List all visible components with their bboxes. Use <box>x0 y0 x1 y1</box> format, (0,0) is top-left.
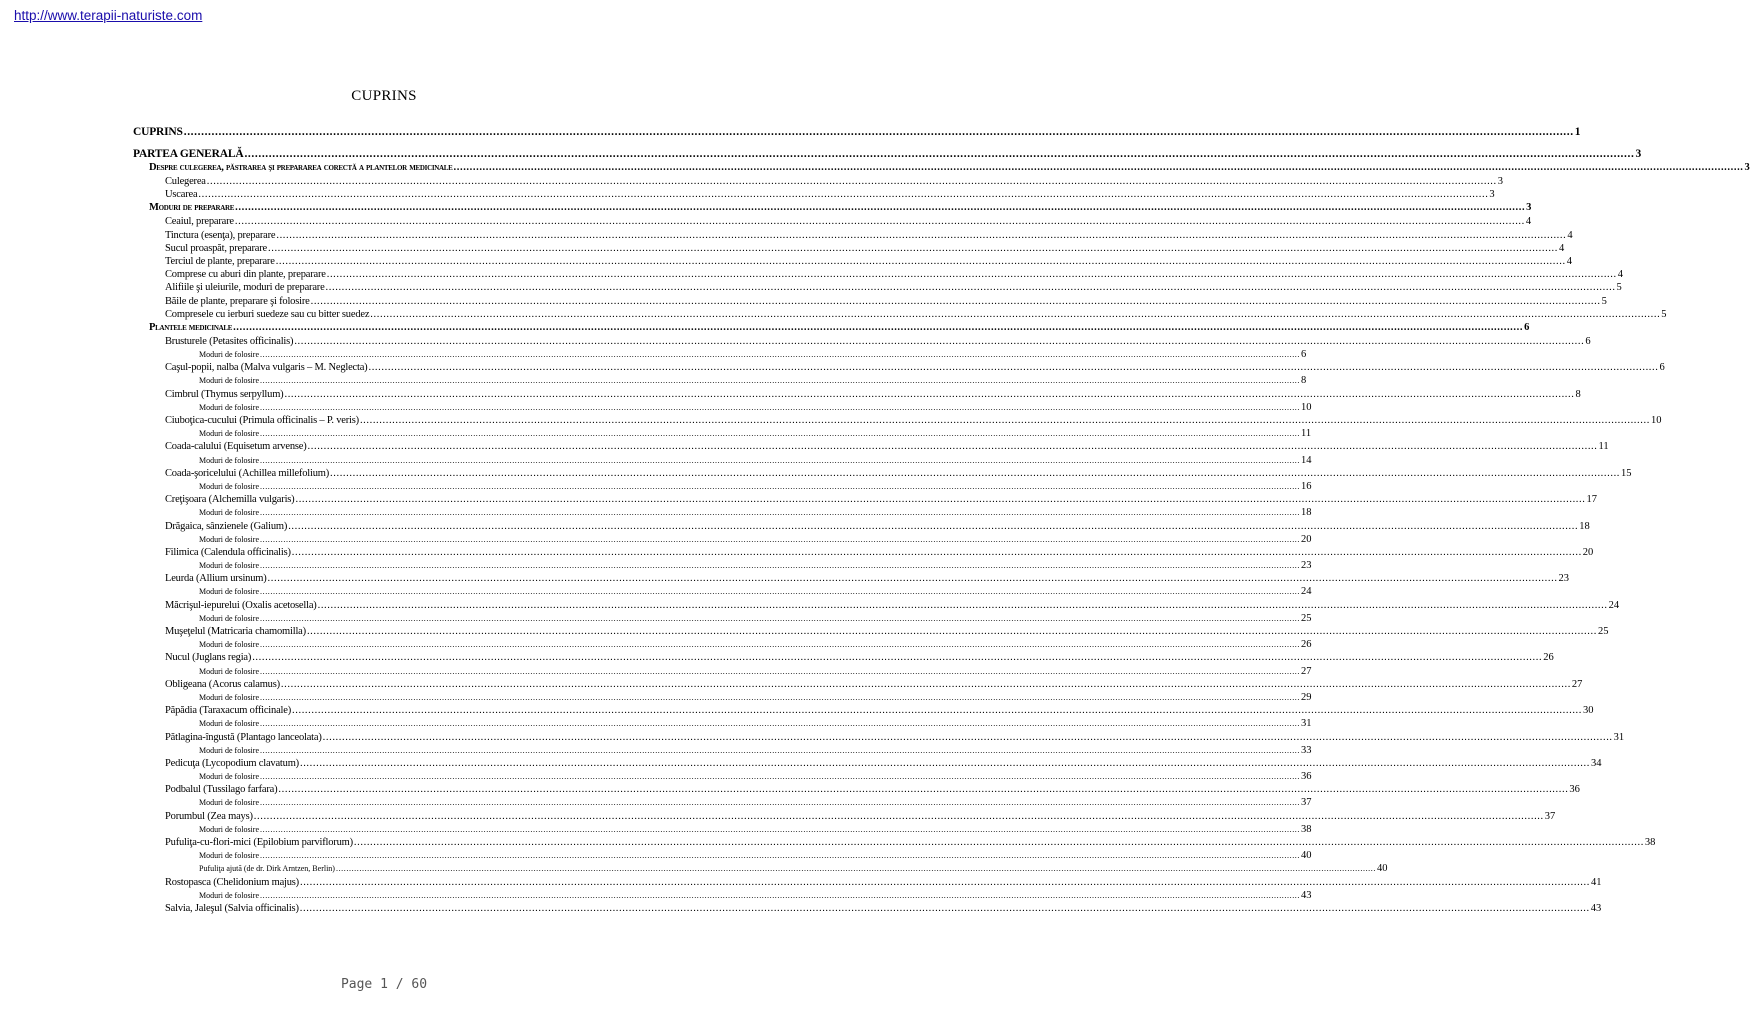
toc-entry-page-number: 30 <box>1583 705 1594 717</box>
toc-entry[interactable] <box>133 361 1665 374</box>
toc-entry-label: PARTEA GENERALĂ <box>133 147 244 160</box>
toc-entry[interactable] <box>133 520 1590 533</box>
toc-entry[interactable] <box>133 281 1622 294</box>
toc-entry-label: Moduri de folosire <box>199 481 259 491</box>
toc-entry-page-number: 8 <box>1301 375 1307 387</box>
toc-entry-label: Moduri de folosire <box>199 692 259 702</box>
toc-entry-page-number: 27 <box>1571 678 1583 690</box>
toc-entry-page-number: 1 <box>1574 126 1581 138</box>
toc-entry-label: Moduri de folosire <box>199 455 259 465</box>
toc-entry-label: Pedicuţa (Lycopodium clavatum) <box>165 757 299 769</box>
toc-entry[interactable] <box>133 308 1667 321</box>
toc-entry-label: Tinctura (esenţa), preparare <box>165 229 276 241</box>
toc-entry-page-number: 11 <box>1598 441 1609 453</box>
toc-dot-leader: ................................................................................................................................................................................................................................................................................................................................................................................................................ <box>310 295 1601 307</box>
toc-dot-leader: ................................................................................................................................................................................................................................................................................................................................................................................................................ <box>260 640 1300 650</box>
toc-entry[interactable] <box>133 810 1556 823</box>
toc-entry-page-number: 4 <box>1617 269 1623 281</box>
toc-entry-page-number: 24 <box>1301 586 1312 598</box>
toc-entry[interactable] <box>133 862 1388 875</box>
toc-entry-label: Drăgaica, sânzienele (Galium) <box>165 520 288 532</box>
toc-dot-leader: ................................................................................................................................................................................................................................................................................................................................................................................................................ <box>235 202 1526 214</box>
toc-dot-leader: ................................................................................................................................................................................................................................................................................................................................................................................................................ <box>306 626 1597 637</box>
toc-dot-leader: ................................................................................................................................................................................................................................................................................................................................................................................................................ <box>260 890 1300 900</box>
toc-entry-page-number: 29 <box>1301 691 1312 703</box>
toc-entry-label: Creţişoara (Alchemilla vulgaris) <box>165 494 295 506</box>
toc-entry-page-number: 14 <box>1301 454 1312 466</box>
toc-entry[interactable] <box>133 188 1495 201</box>
toc-dot-leader: ................................................................................................................................................................................................................................................................................................................................................................................................................ <box>260 613 1300 623</box>
toc-entry[interactable] <box>133 599 1620 612</box>
toc-entry-page-number: 41 <box>1590 876 1602 888</box>
toc-entry[interactable] <box>133 215 1532 228</box>
toc-entry-label: Podbalul (Tussilago farfara) <box>165 784 278 796</box>
toc-entry-page-number: 5 <box>1601 295 1607 307</box>
toc-entry[interactable] <box>133 770 1312 783</box>
toc-entry-page-number: 4 <box>1566 255 1572 267</box>
toc-entry-page-number: 25 <box>1301 612 1312 624</box>
toc-entry-label: Ciuboţica-cucului (Primula officinalis – P. veris) <box>165 415 359 426</box>
toc-entry[interactable] <box>133 559 1312 572</box>
toc-entry[interactable] <box>133 374 1307 387</box>
toc-dot-leader: ................................................................................................................................................................................................................................................................................................................................................................................................................ <box>260 772 1300 782</box>
toc-entry[interactable] <box>133 585 1312 598</box>
toc-entry-label: Cimbrul (Thymus serpyllum) <box>165 388 284 400</box>
toc-dot-leader: ................................................................................................................................................................................................................................................................................................................................................................................................................ <box>233 321 1524 333</box>
toc-entry-label: Moduri de folosire <box>199 890 259 900</box>
toc-entry-label: Obligeana (Acorus calamus) <box>165 678 280 690</box>
toc-entry[interactable] <box>133 126 1581 140</box>
toc-dot-leader: ................................................................................................................................................................................................................................................................................................................................................................................................................ <box>253 810 1544 822</box>
toc-entry-label: Păpădia (Taraxacum officinale) <box>165 705 292 717</box>
toc-dot-leader: ................................................................................................................................................................................................................................................................................................................................................................................................................ <box>260 745 1300 755</box>
toc-dot-leader: ................................................................................................................................................................................................................................................................................................................................................................................................................ <box>260 666 1300 676</box>
toc-entry-page-number: 36 <box>1301 771 1312 783</box>
toc-entry[interactable] <box>133 836 1656 849</box>
toc-entry-label: Rostopasca (Chelidonium majus) <box>165 876 299 888</box>
toc-entry-page-number: 5 <box>1616 282 1622 294</box>
toc-entry-label: Salvia, Jaleşul (Salvia officinalis) <box>165 902 299 914</box>
toc-entry-page-number: 18 <box>1579 520 1590 532</box>
toc-entry[interactable] <box>133 625 1609 638</box>
toc-entry-label: Leurda (Allium ursinum) <box>165 573 267 585</box>
toc-entry-page-number: 5 <box>1661 308 1667 320</box>
toc-dot-leader: ................................................................................................................................................................................................................................................................................................................................................................................................................ <box>260 798 1300 808</box>
toc-dot-leader: ................................................................................................................................................................................................................................................................................................................................................................................................................ <box>260 350 1300 360</box>
toc-entry[interactable] <box>133 268 1623 281</box>
toc-entry-page-number: 3 <box>1635 147 1642 160</box>
toc-dot-leader: ................................................................................................................................................................................................................................................................................................................................................................................................................ <box>299 876 1590 888</box>
toc-dot-leader: ................................................................................................................................................................................................................................................................................................................................................................................................................ <box>275 255 1566 267</box>
toc-entry-label: Despre culegerea, păstrarea şi prepararea corectă a plantelor medicinale <box>149 162 453 173</box>
toc-entry-page-number: 3 <box>1497 176 1504 187</box>
toc-entry-page-number: 6 <box>1301 349 1307 361</box>
toc-entry[interactable] <box>133 546 1594 559</box>
table-of-contents <box>133 126 1750 915</box>
toc-entry-page-number: 15 <box>1621 467 1632 479</box>
toc-entry-page-number: 23 <box>1301 560 1312 572</box>
toc-entry[interactable] <box>133 175 1504 188</box>
toc-dot-leader: ................................................................................................................................................................................................................................................................................................................................................................................................................ <box>353 837 1644 848</box>
toc-entry[interactable] <box>133 401 1312 414</box>
toc-dot-leader: ................................................................................................................................................................................................................................................................................................................................................................................................................ <box>317 599 1608 611</box>
toc-entry[interactable] <box>133 493 1597 506</box>
toc-entry[interactable] <box>133 783 1580 796</box>
toc-entry-page-number: 43 <box>1590 902 1602 914</box>
toc-entry-page-number: 43 <box>1301 889 1312 901</box>
toc-entry-label: Filimica (Calendula officinalis) <box>165 546 291 558</box>
toc-entry-page-number: 6 <box>1524 321 1530 333</box>
toc-entry[interactable] <box>133 454 1312 467</box>
toc-entry-page-number: 27 <box>1301 665 1312 677</box>
toc-entry-page-number: 36 <box>1569 784 1580 796</box>
toc-dot-leader: ................................................................................................................................................................................................................................................................................................................................................................................................................ <box>325 282 1616 294</box>
toc-entry-page-number: 10 <box>1301 401 1312 413</box>
toc-entry[interactable] <box>133 242 1565 255</box>
page-indicator: Page 1 / 60 <box>340 977 428 992</box>
toc-entry-label: Băile de plante, preparare şi folosire <box>165 295 310 307</box>
toc-entry[interactable] <box>133 691 1312 704</box>
toc-entry-page-number: 4 <box>1559 242 1565 254</box>
toc-entry[interactable] <box>133 704 1594 717</box>
toc-entry-label: Brusturele (Petasites officinalis) <box>165 335 294 347</box>
toc-entry-label: Moduri de folosire <box>199 561 259 571</box>
toc-entry-label: Moduri de folosire <box>199 587 259 597</box>
toc-dot-leader: ................................................................................................................................................................................................................................................................................................................................................................................................................ <box>260 455 1300 465</box>
toc-entry-page-number: 33 <box>1301 744 1312 756</box>
toc-entry-page-number: 23 <box>1558 573 1570 585</box>
toc-entry[interactable] <box>133 902 1602 915</box>
toc-entry-label: Caşul-popii, nalba (Malva vulgaris – M. Neglecta) <box>165 362 368 374</box>
toc-entry-page-number: 26 <box>1543 652 1554 664</box>
toc-dot-leader: ................................................................................................................................................................................................................................................................................................................................................................................................................ <box>260 376 1300 386</box>
toc-entry[interactable] <box>133 744 1312 757</box>
toc-dot-leader: ................................................................................................................................................................................................................................................................................................................................................................................................................ <box>260 534 1300 544</box>
toc-entry-page-number: 11 <box>1301 428 1312 440</box>
toc-dot-leader: ................................................................................................................................................................................................................................................................................................................................................................................................................ <box>359 415 1650 426</box>
toc-dot-leader: ................................................................................................................................................................................................................................................................................................................................................................................................................ <box>260 561 1300 571</box>
toc-entry-label: Moduri de folosire <box>199 534 259 544</box>
toc-dot-leader: ................................................................................................................................................................................................................................................................................................................................................................................................................ <box>260 508 1300 518</box>
toc-entry-page-number: 8 <box>1575 388 1581 400</box>
toc-entry[interactable] <box>133 572 1570 585</box>
toc-entry-page-number: 6 <box>1585 335 1591 347</box>
toc-dot-leader: ................................................................................................................................................................................................................................................................................................................................................................................................................ <box>267 573 1558 585</box>
toc-entry[interactable] <box>133 295 1607 308</box>
toc-entry-label: Moduri de folosire <box>199 429 259 439</box>
toc-entry-label: Moduri de folosire <box>199 824 259 834</box>
toc-entry[interactable] <box>133 161 1750 175</box>
toc-entry-page-number: 37 <box>1544 810 1556 822</box>
toc-entry-page-number: 24 <box>1608 599 1620 611</box>
toc-entry-page-number: 4 <box>1525 216 1532 228</box>
toc-dot-leader: ................................................................................................................................................................................................................................................................................................................................................................................................................ <box>295 494 1586 506</box>
toc-dot-leader: ................................................................................................................................................................................................................................................................................................................................................................................................................ <box>260 429 1300 439</box>
toc-dot-leader: ................................................................................................................................................................................................................................................................................................................................................................................................................ <box>260 851 1300 861</box>
toc-entry-label: Alifiile şi uleiurile, moduri de preparare <box>165 282 325 294</box>
toc-entry-page-number: 25 <box>1597 626 1609 637</box>
toc-entry-label: Măcrişul-iepurelui (Oxalis acetosella) <box>165 599 317 611</box>
toc-entry[interactable] <box>133 876 1602 889</box>
toc-entry[interactable] <box>133 849 1312 862</box>
toc-entry-label: Moduri de folosire <box>199 798 259 808</box>
toc-dot-leader: ................................................................................................................................................................................................................................................................................................................................................................................................................ <box>276 229 1567 241</box>
toc-dot-leader: ................................................................................................................................................................................................................................................................................................................................................................................................................ <box>291 546 1582 558</box>
toc-dot-leader: ................................................................................................................................................................................................................................................................................................................................................................................................................ <box>206 176 1497 187</box>
toc-entry-label: Moduri de folosire <box>199 666 259 676</box>
toc-entry-label: Pufuliţa ajută (de dr. Dirk Arntzen, Berlin) <box>199 864 335 874</box>
toc-entry-page-number: 26 <box>1301 639 1312 651</box>
toc-dot-leader: ................................................................................................................................................................................................................................................................................................................................................................................................................ <box>244 147 1635 160</box>
toc-entry[interactable] <box>133 255 1572 268</box>
toc-dot-leader: ................................................................................................................................................................................................................................................................................................................................................................................................................ <box>260 402 1300 412</box>
toc-entry[interactable] <box>133 638 1312 651</box>
toc-entry-label: Terciul de plante, preparare <box>165 255 275 267</box>
toc-entry[interactable] <box>133 201 1532 215</box>
toc-entry-label: Compresele cu ierburi suedeze sau cu bitter suedez <box>165 308 370 320</box>
toc-entry[interactable] <box>133 796 1312 809</box>
toc-entry[interactable] <box>133 147 1642 162</box>
toc-entry-label: Comprese cu aburi din plante, preparare <box>165 269 326 281</box>
toc-dot-leader: ................................................................................................................................................................................................................................................................................................................................................................................................................ <box>284 388 1575 400</box>
toc-entry-label: Uscarea <box>165 189 198 201</box>
toc-dot-leader: ................................................................................................................................................................................................................................................................................................................................................................................................................ <box>183 126 1574 138</box>
toc-dot-leader: ................................................................................................................................................................................................................................................................................................................................................................................................................ <box>260 587 1300 597</box>
toc-entry[interactable] <box>133 427 1312 440</box>
toc-entry[interactable] <box>133 717 1312 730</box>
toc-dot-leader: ................................................................................................................................................................................................................................................................................................................................................................................................................ <box>234 216 1525 228</box>
toc-dot-leader: ................................................................................................................................................................................................................................................................................................................................................................................................................ <box>299 902 1590 914</box>
toc-entry[interactable] <box>133 823 1312 836</box>
toc-dot-leader: ................................................................................................................................................................................................................................................................................................................................................................................................................ <box>288 520 1579 532</box>
toc-entry-page-number: 40 <box>1376 863 1388 875</box>
toc-dot-leader: ................................................................................................................................................................................................................................................................................................................................................................................................................ <box>260 692 1300 702</box>
toc-entry-page-number: 3 <box>1744 162 1750 173</box>
toc-dot-leader: ................................................................................................................................................................................................................................................................................................................................................................................................................ <box>294 335 1585 347</box>
toc-entry[interactable] <box>133 665 1312 678</box>
toc-dot-leader: ................................................................................................................................................................................................................................................................................................................................................................................................................ <box>268 242 1558 254</box>
toc-dot-leader: ................................................................................................................................................................................................................................................................................................................................................................................................................ <box>453 162 1744 173</box>
toc-dot-leader: ................................................................................................................................................................................................................................................................................................................................................................................................................ <box>260 481 1300 491</box>
document-title: CUPRINS <box>351 88 417 104</box>
toc-dot-leader: ................................................................................................................................................................................................................................................................................................................................................................................................................ <box>252 652 1543 664</box>
toc-entry[interactable] <box>133 506 1312 519</box>
toc-dot-leader: ................................................................................................................................................................................................................................................................................................................................................................................................................ <box>198 189 1489 201</box>
toc-dot-leader: ................................................................................................................................................................................................................................................................................................................................................................................................................ <box>307 441 1598 453</box>
toc-entry-label: Moduri de folosire <box>199 350 259 360</box>
toc-dot-leader: ................................................................................................................................................................................................................................................................................................................................................................................................................ <box>299 757 1590 769</box>
toc-entry[interactable] <box>133 229 1573 242</box>
toc-entry[interactable] <box>133 731 1625 744</box>
toc-entry-label: Moduri de folosire <box>199 851 259 861</box>
toc-dot-leader: ................................................................................................................................................................................................................................................................................................................................................................................................................ <box>260 824 1300 834</box>
toc-entry[interactable] <box>133 678 1583 691</box>
toc-entry-label: Moduri de folosire <box>199 745 259 755</box>
toc-entry-label: Muşeţelul (Matricaria chamomilla) <box>165 626 306 637</box>
toc-entry-page-number: 20 <box>1301 533 1312 545</box>
toc-entry-label: Pătlagina-îngustă (Plantago lanceolata) <box>165 731 322 743</box>
toc-entry-label: Coada-calului (Equisetum arvense) <box>165 441 307 453</box>
toc-entry-label: Culegerea <box>165 176 206 187</box>
toc-entry[interactable] <box>133 414 1662 427</box>
toc-entry[interactable] <box>133 348 1307 361</box>
toc-entry[interactable] <box>133 757 1602 770</box>
toc-entry-label: Pufuliţa-cu-flori-mici (Epilobium parviflorum) <box>165 837 353 848</box>
toc-entry-label: Coada-şoricelului (Achillea millefolium) <box>165 467 330 479</box>
toc-dot-leader: ................................................................................................................................................................................................................................................................................................................................................................................................................ <box>370 308 1661 320</box>
toc-entry-page-number: 17 <box>1586 494 1597 506</box>
toc-entry-label: Moduri de folosire <box>199 376 259 386</box>
toc-entry-page-number: 31 <box>1301 718 1312 730</box>
toc-dot-leader: ................................................................................................................................................................................................................................................................................................................................................................................................................ <box>330 467 1621 479</box>
toc-entry[interactable] <box>133 467 1632 480</box>
toc-entry[interactable] <box>133 612 1312 625</box>
toc-entry-page-number: 37 <box>1301 797 1312 809</box>
toc-entry-page-number: 31 <box>1613 731 1625 743</box>
toc-dot-leader: ................................................................................................................................................................................................................................................................................................................................................................................................................ <box>280 678 1571 690</box>
toc-entry[interactable] <box>133 889 1312 902</box>
toc-entry[interactable] <box>133 533 1312 546</box>
toc-entry[interactable] <box>133 651 1554 664</box>
toc-entry-label: Porumbul (Zea mays) <box>165 810 253 822</box>
toc-dot-leader: ................................................................................................................................................................................................................................................................................................................................................................................................................ <box>278 784 1569 796</box>
toc-entry-page-number: 6 <box>1659 362 1665 374</box>
toc-entry[interactable] <box>133 480 1312 493</box>
toc-entry-page-number: 34 <box>1590 757 1602 769</box>
toc-dot-leader: ................................................................................................................................................................................................................................................................................................................................................................................................................ <box>326 269 1617 281</box>
toc-entry-label: Ceaiul, preparare <box>165 216 234 228</box>
toc-entry-page-number: 3 <box>1526 202 1532 214</box>
toc-entry[interactable] <box>133 335 1591 348</box>
toc-entry[interactable] <box>133 388 1581 401</box>
site-url-link[interactable]: http://www.terapii-naturiste.com <box>14 8 203 23</box>
toc-entry-page-number: 40 <box>1301 850 1312 862</box>
toc-entry-page-number: 38 <box>1301 823 1312 835</box>
toc-entry-page-number: 16 <box>1301 480 1312 492</box>
toc-dot-leader: ................................................................................................................................................................................................................................................................................................................................................................................................................ <box>368 362 1659 374</box>
toc-entry[interactable] <box>133 440 1609 453</box>
toc-dot-leader: ................................................................................................................................................................................................................................................................................................................................................................................................................ <box>260 719 1300 729</box>
toc-entry-label: CUPRINS <box>133 126 183 138</box>
toc-entry-label: Moduri de folosire <box>199 640 259 650</box>
toc-entry-page-number: 18 <box>1301 507 1312 519</box>
toc-dot-leader: ................................................................................................................................................................................................................................................................................................................................................................................................................ <box>322 731 1613 743</box>
toc-entry-page-number: 3 <box>1489 189 1495 201</box>
toc-entry-label: Moduri de preparare <box>149 202 235 214</box>
toc-entry-label: Nucul (Juglans regia) <box>165 652 252 664</box>
toc-entry-label: Plantele medicinale <box>149 321 233 333</box>
toc-entry-label: Moduri de folosire <box>199 772 259 782</box>
toc-entry-label: Moduri de folosire <box>199 719 259 729</box>
toc-dot-leader: ................................................................................................................................................................................................................................................................................................................................................................................................................ <box>335 864 1376 874</box>
toc-entry-page-number: 4 <box>1567 229 1573 241</box>
toc-entry-label: Sucul proaspăt, preparare <box>165 242 267 254</box>
toc-entry-label: Moduri de folosire <box>199 613 259 623</box>
toc-entry-label: Moduri de folosire <box>199 402 259 412</box>
toc-entry-page-number: 10 <box>1650 415 1662 426</box>
toc-entry-label: Moduri de folosire <box>199 508 259 518</box>
toc-entry-page-number: 20 <box>1582 546 1594 558</box>
toc-entry-page-number: 38 <box>1644 837 1656 848</box>
toc-entry[interactable] <box>133 321 1530 335</box>
toc-dot-leader: ................................................................................................................................................................................................................................................................................................................................................................................................................ <box>292 705 1583 717</box>
